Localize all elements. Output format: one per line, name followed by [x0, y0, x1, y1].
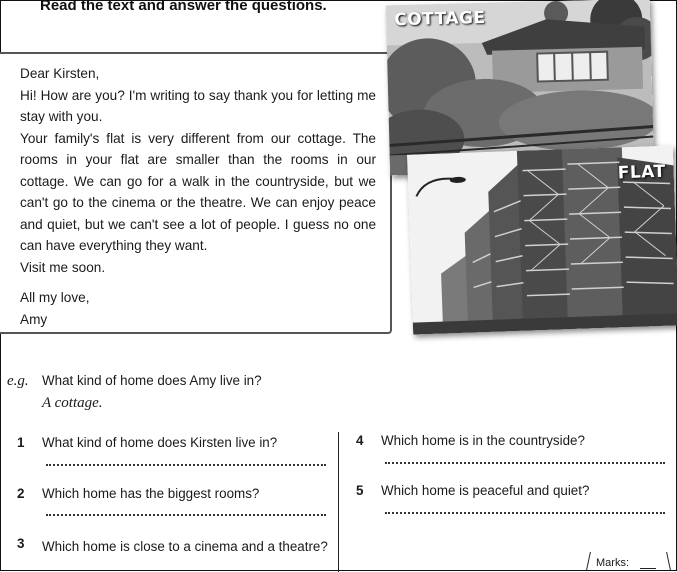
letter-signature: Amy — [20, 311, 48, 327]
letter-closing: All my love, — [20, 290, 90, 305]
letter-body — [20, 63, 376, 330]
question-2-text: Which home has the biggest rooms? — [42, 486, 260, 501]
letter-paragraph-2: Your family's flat is very different from our cottage. The rooms in your flat are smaller than the rooms in our cottage. We can go for a walk in the countryside, but we can't go to the cinema or the theatre. We can enjoy peace and quiet, but we can't see a lot of people. I guess no one can have everything they want. — [20, 130, 376, 253]
letter-greeting: Dear Kirsten, — [20, 66, 100, 81]
marks-input[interactable] — [640, 568, 656, 569]
flat-label: FLAT — [617, 161, 667, 184]
marks-label: Marks: — [596, 557, 629, 569]
answer-line-2[interactable] — [46, 514, 326, 516]
question-3-number: 3 — [17, 536, 25, 551]
question-3-text: Which home is close to a cinema and a theatre? — [42, 539, 328, 554]
instruction-heading: Read the text and answer the questions. — [40, 0, 327, 14]
question-5-text: Which home is peaceful and quiet? — [381, 483, 590, 498]
answer-line-1[interactable] — [46, 464, 326, 466]
example-marker: e.g. — [7, 373, 29, 389]
question-2-number: 2 — [17, 486, 25, 501]
letter-paragraph-3: Visit me soon. — [20, 259, 106, 275]
column-divider — [338, 432, 339, 572]
letter-paragraph-1: Hi! How are you? I'm writing to say thank you for letting me stay with you. — [20, 87, 376, 124]
flat-photo — [407, 145, 677, 334]
answer-line-5[interactable] — [385, 512, 665, 514]
example-answer: A cottage. — [42, 395, 103, 411]
question-4-text: Which home is in the countryside? — [381, 433, 585, 448]
question-1-number: 1 — [17, 435, 25, 450]
question-5-number: 5 — [356, 483, 364, 498]
answer-line-4[interactable] — [385, 462, 665, 464]
example-question: What kind of home does Amy live in? — [42, 373, 262, 388]
cottage-label: COTTAGE — [393, 7, 486, 31]
question-1-text: What kind of home does Kirsten live in? — [42, 435, 278, 450]
question-4-number: 4 — [356, 433, 364, 448]
